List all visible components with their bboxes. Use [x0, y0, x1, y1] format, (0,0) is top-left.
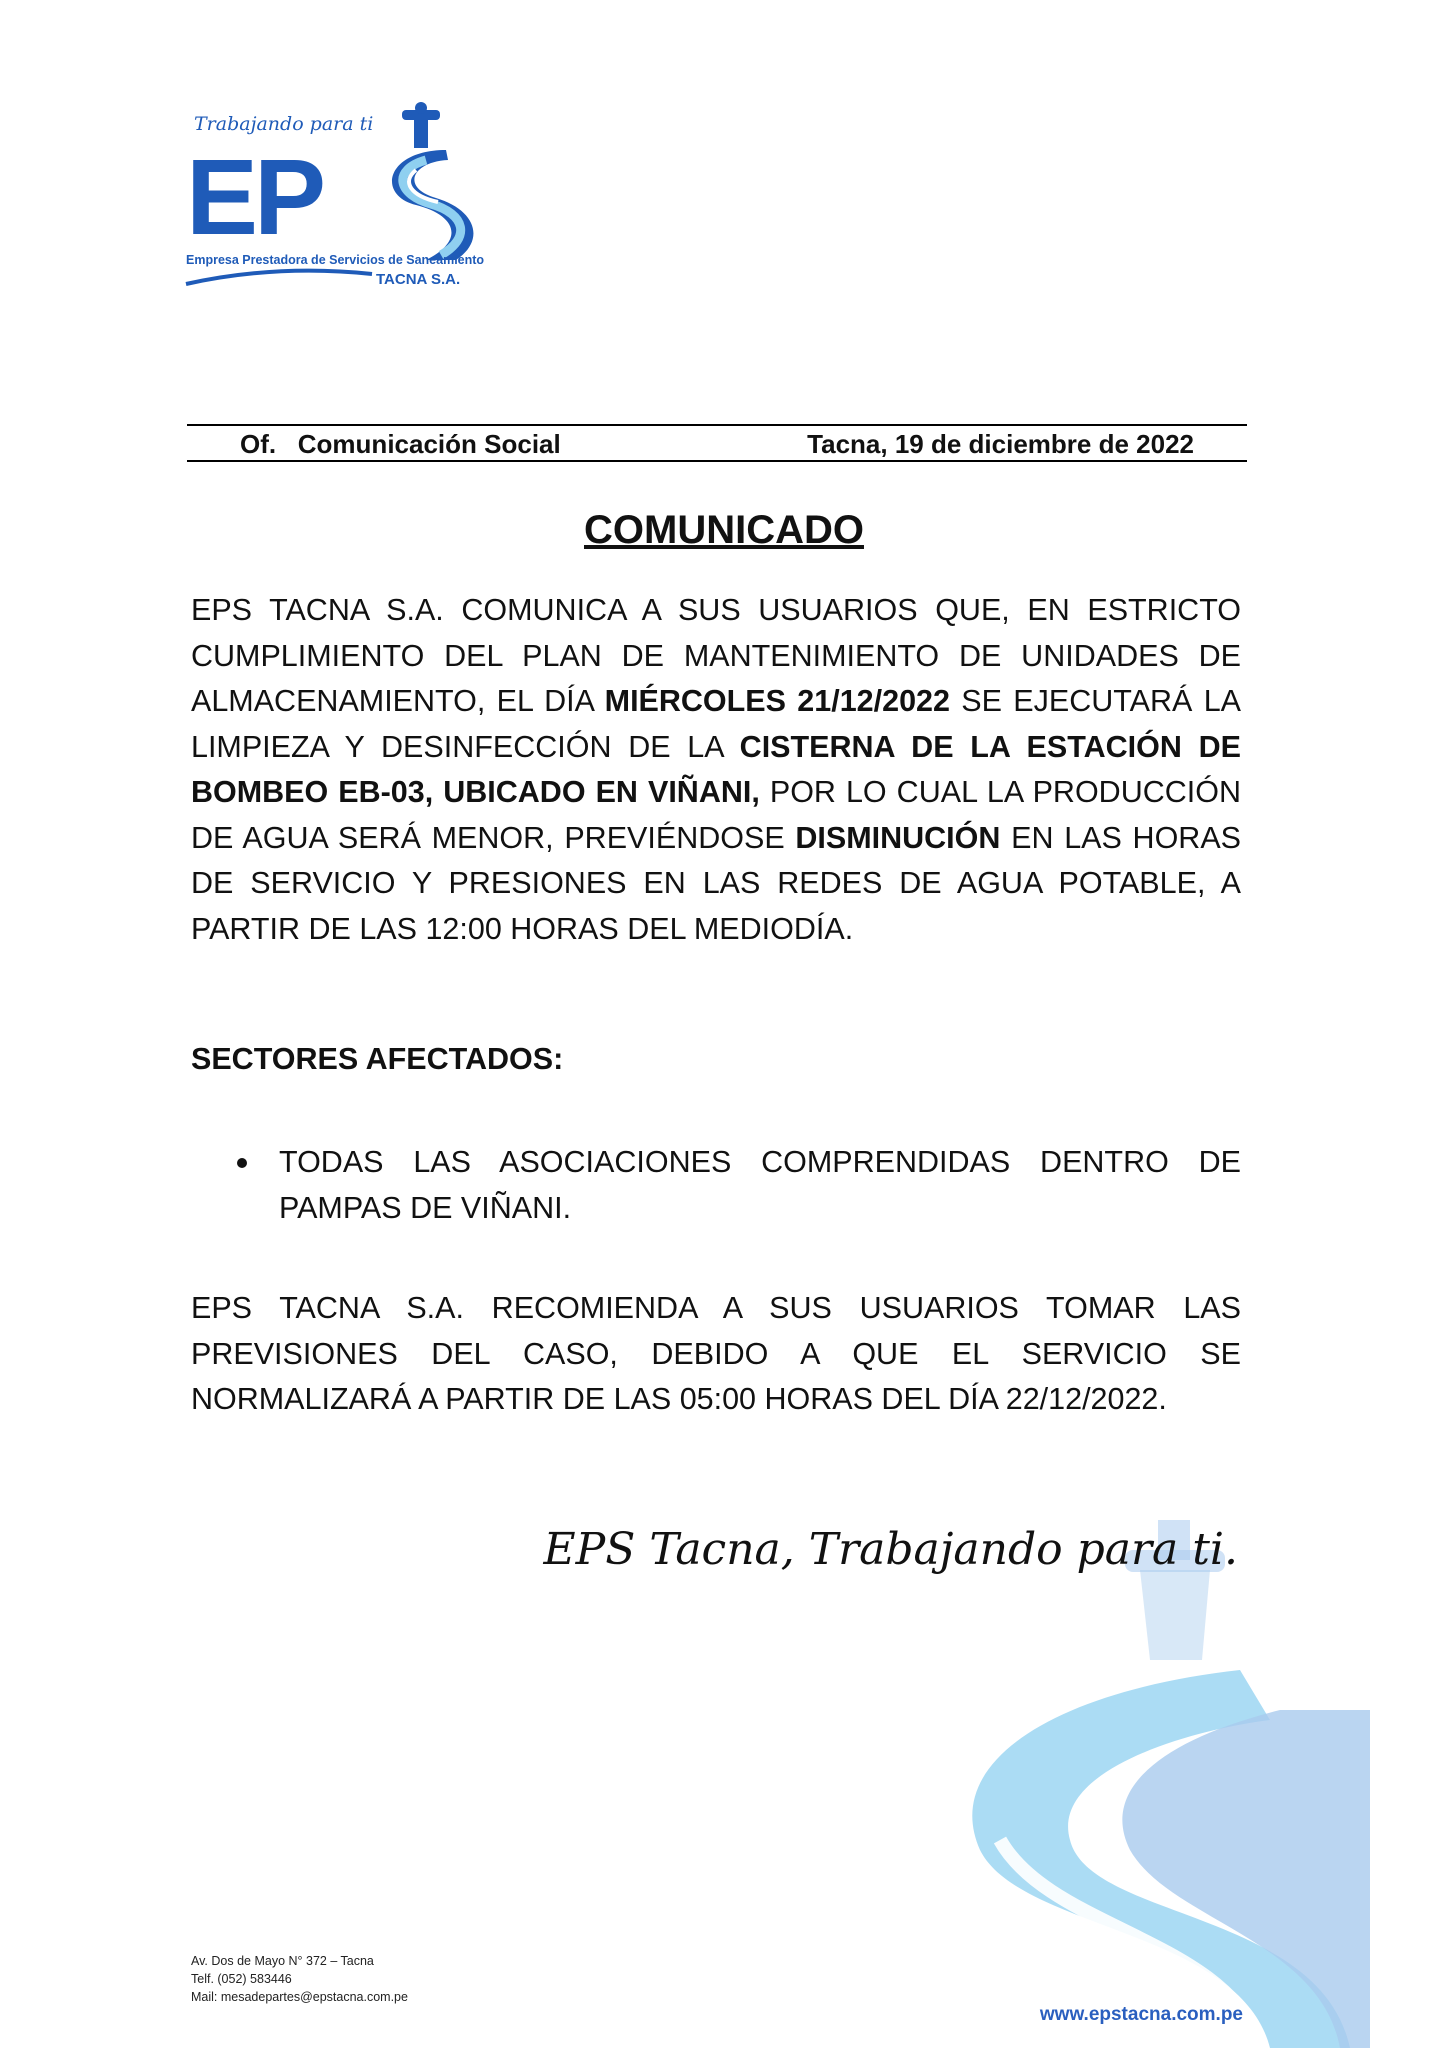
footer-contact [191, 1952, 408, 2006]
faucet-icon [402, 102, 440, 148]
document-date: Tacna, 19 de diciembre de 2022 [807, 429, 1194, 459]
paragraph-text: SE EJECUTARÁ LA LIMPIEZA Y DESINFECCIÓN DE LA [191, 684, 1242, 764]
river-s-icon [392, 150, 473, 260]
slogan: EPS Tacna, Trabajando para ti. [543, 1524, 1238, 1575]
list-item-text: TODAS LAS ASOCIACIONES COMPRENDIDAS DENTRO DE PAMPAS DE VIÑANI. [279, 1145, 1241, 1225]
sectors-list [191, 1140, 1241, 1231]
footer-phone: Telf. (052) 583446 [191, 1972, 292, 1986]
footer-website-link[interactable]: www.epstacna.com.pe [1039, 2004, 1243, 2025]
paragraph-bold-date: MIÉRCOLES 21/12/2022 [604, 684, 950, 718]
logo-swoosh [186, 271, 372, 284]
footer-mail: Mail: mesadepartes@epstacna.com.pe [191, 1990, 408, 2004]
logo-tagline: Trabajando para ti [194, 113, 374, 135]
sectors-heading: SECTORES AFECTADOS: [191, 1042, 564, 1076]
recommendation-paragraph: EPS TACNA S.A. RECOMIENDA A SUS USUARIOS TOMAR LAS PREVISIONES DEL CASO, DEBIDO A QUE EL SERVICIO SE NORMALIZARÁ A PARTIR DE LAS 05:00 HORAS DEL DÍA 22/12/2022. [191, 1291, 1241, 1416]
logo-initials: EP [186, 136, 323, 257]
logo-city: TACNA S.A. [376, 271, 461, 288]
paragraph-text: EPS TACNA S.A. COMUNICA A SUS USUARIOS QUE, EN ESTRICTO CUMPLIMIENTO DEL PLAN DE MANTENIMIENTO DE UNIDADES DE ALMACENAMIENTO, EL DÍA [191, 593, 1241, 718]
document-title: COMUNICADO [584, 508, 864, 552]
office-label: Of. Comunicación Social [240, 429, 561, 459]
paragraph-bold-decrease: DISMINUCIÓN [795, 820, 1001, 855]
paragraph-text: POR LO CUAL LA PRODUCCIÓN DE AGUA SERÁ MENOR, PREVIÉNDOSE [191, 775, 1242, 855]
logo-company: Empresa Prestadora de Servicios de Saneamiento [186, 253, 485, 267]
watermark-faucet-river-icon [940, 1510, 1370, 2048]
watermark-graphic [940, 1510, 1370, 2048]
list-item [191, 1140, 1241, 1231]
paragraph-text: EN LAS HORAS DE SERVICIO Y PRESIONES EN LAS REDES DE AGUA POTABLE, A PARTIR DE LAS 12:00 HORAS DEL MEDIODÍA. [191, 820, 1242, 946]
company-logo [186, 100, 486, 300]
document-header [187, 424, 1247, 462]
footer-address: Av. Dos de Mayo N° 372 – Tacna [191, 1954, 374, 1968]
eps-logo-graphic [186, 100, 486, 300]
paragraph-bold-location: CISTERNA DE LA ESTACIÓN DE BOMBEO EB-03, UBICADO EN VIÑANI, [191, 729, 1241, 809]
main-paragraph [191, 588, 1241, 952]
bullet-icon [237, 1158, 247, 1168]
